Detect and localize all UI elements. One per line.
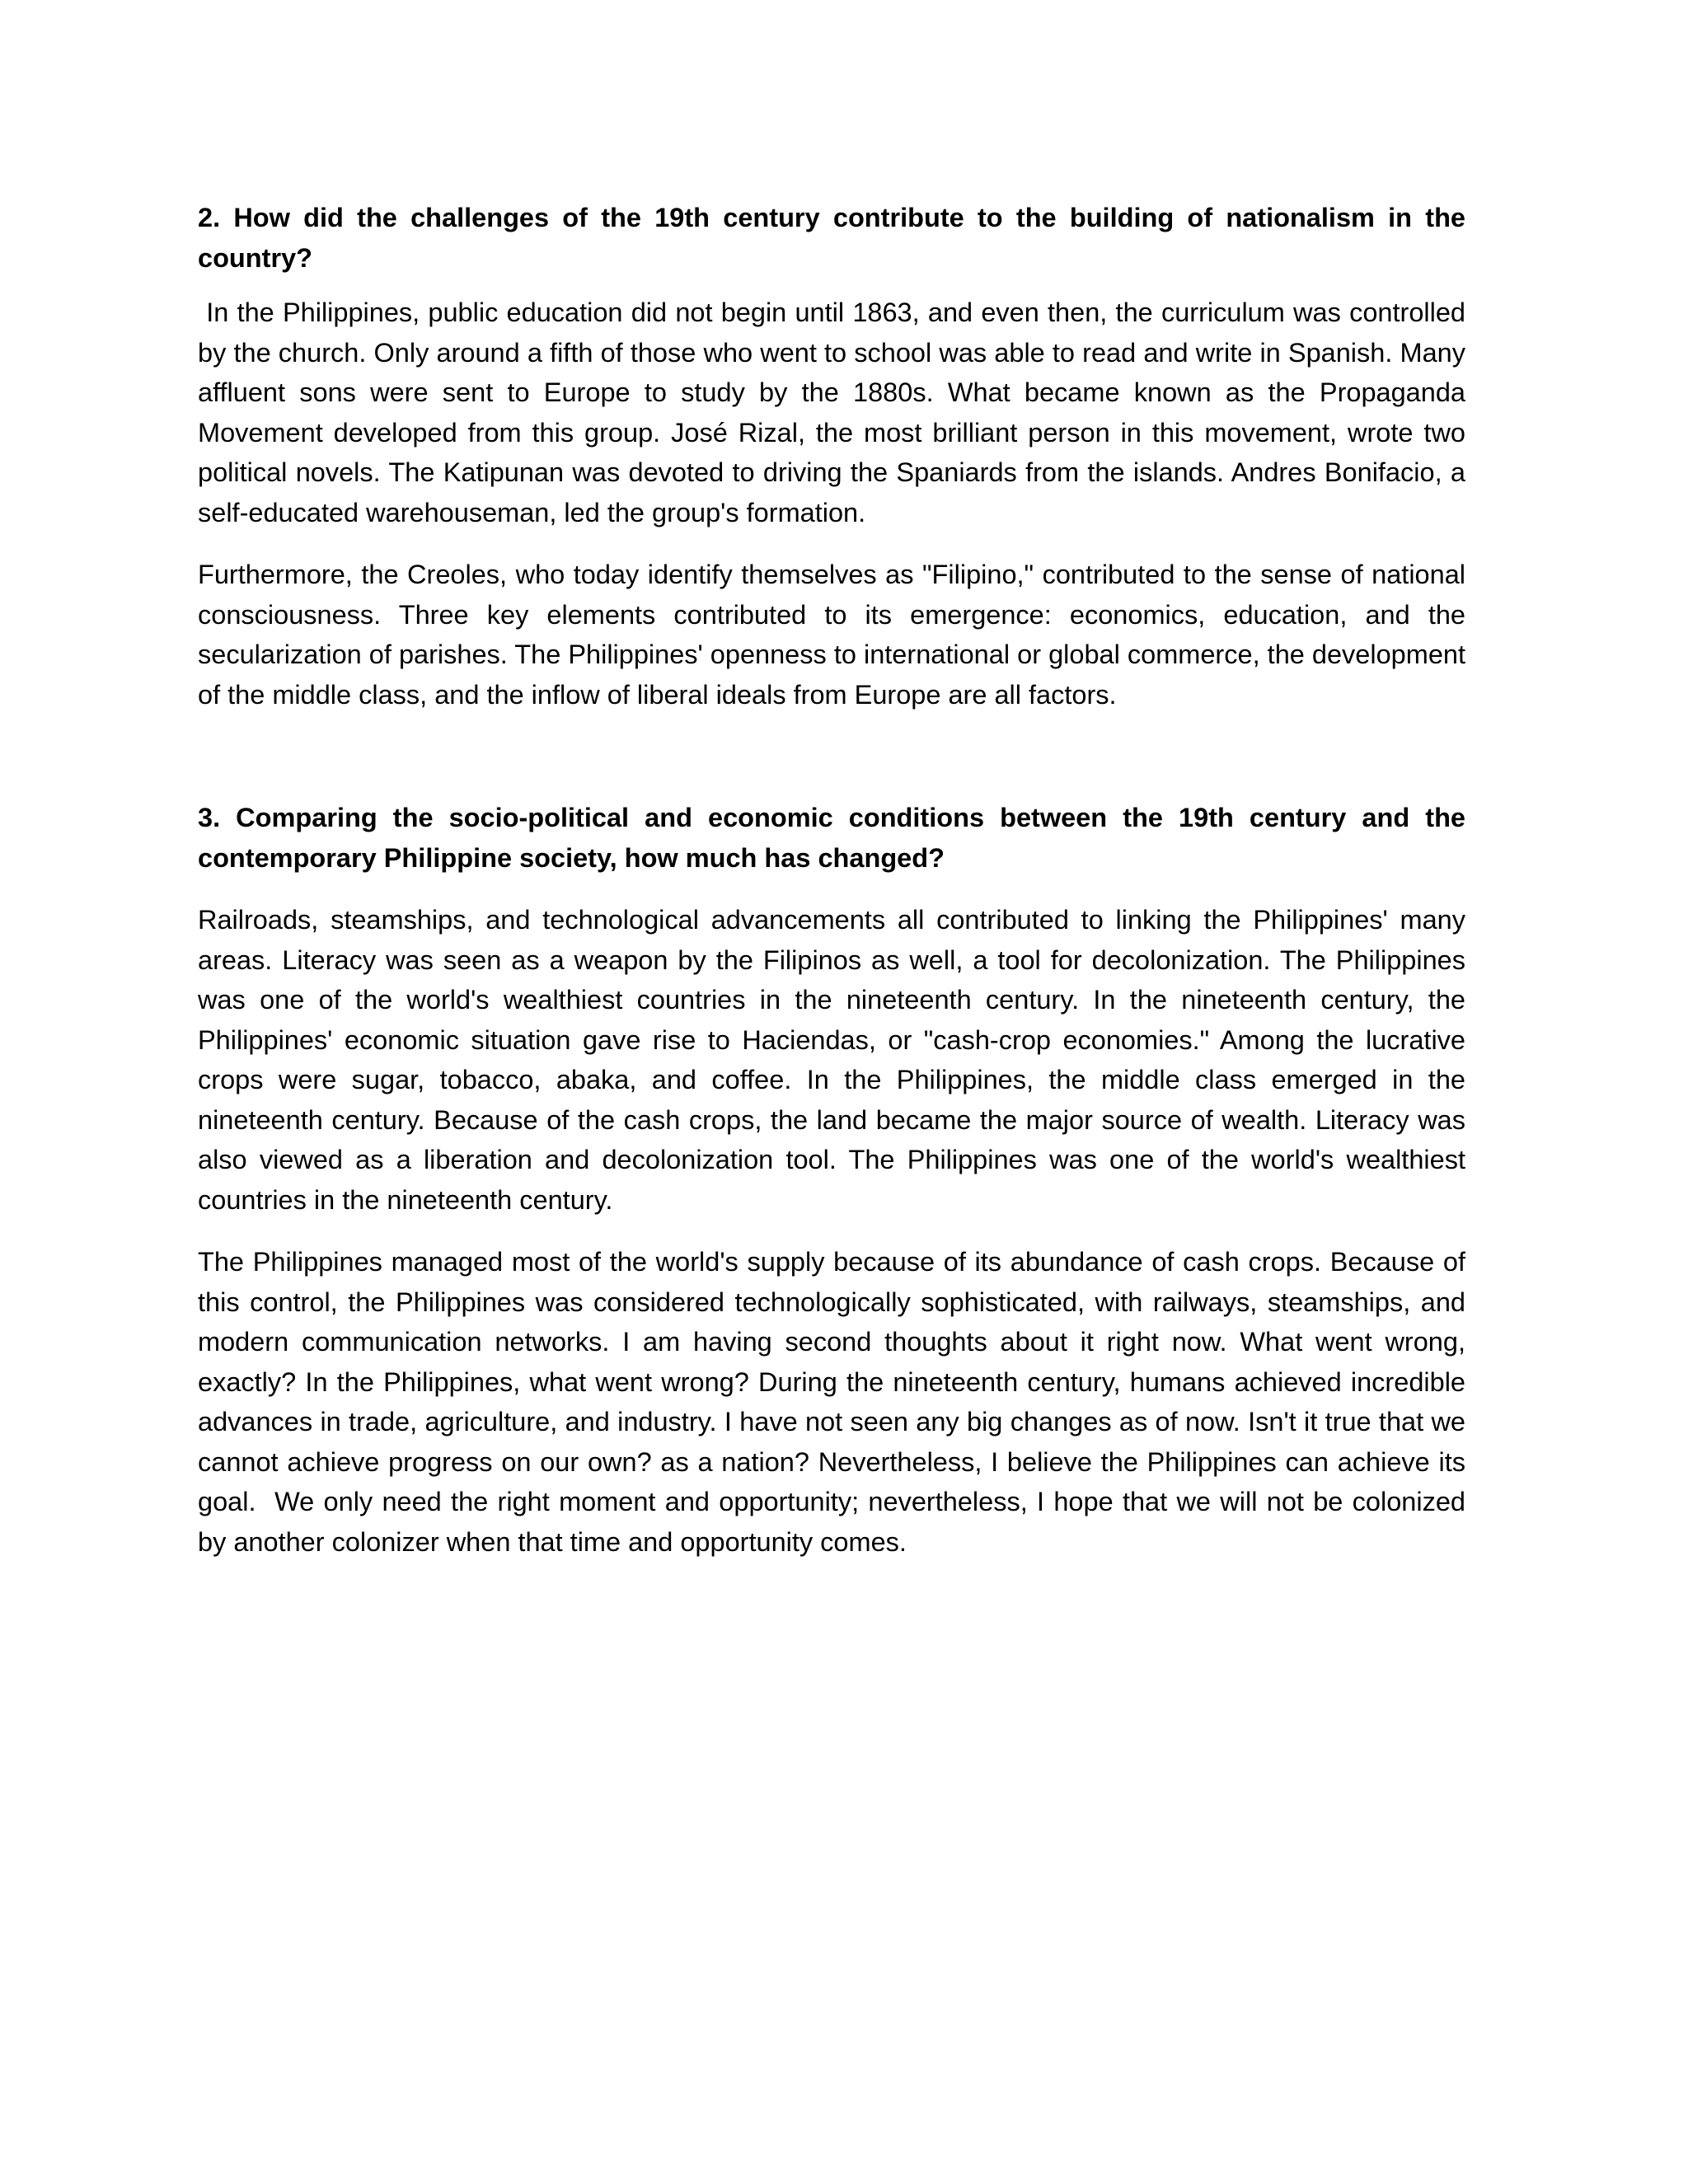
document-body xyxy=(198,198,1474,1562)
answer-2-paragraph-2: Furthermore, the Creoles, who today identify themselves as "Filipino," contributed to the sense of national consciousness. Three key elements contributed to its emergence: economics, education, and the secularization of parishes. The Philippines' openness to international or global commerce, the development of the middle class, and the inflow of liberal ideals from Europe are all factors. xyxy=(198,560,1465,710)
answer-3-paragraph-2: The Philippines managed most of the world's supply because of its abundance of cash crops. Because of this control, the Philippines was considered technologically sophisticated, with railways, steamships, and modern communication networks. I am having second thoughts about it right now. What went wrong, exactly? In the Philippines, what went wrong? During the nineteenth century, humans achieved incredible advances in trade, agriculture, and industry. I have not seen any big changes as of now. Isn't it true that we cannot achieve progress on our own? as a nation? Nevertheless, I believe the Philippines can achieve its goal. We only need the right moment and opportunity; nevertheless, I hope that we will not be colonized by another colonizer when that time and opportunity comes. xyxy=(198,1247,1474,1557)
answer-2-paragraph-1: In the Philippines, public education did not begin until 1863, and even then, the curriculum was controlled by the church. Only around a fifth of those who went to school was able to read and write in Spanish. Many affluent sons were sent to Europe to study by the 1880s. What became known as the Propaganda Movement developed from this group. José Rizal, the most brilliant person in this movement, wrote two political novels. The Katipunan was devoted to driving the Spaniards from the islands. Andres Bonifacio, a self-educated warehouseman, led the group's formation. xyxy=(198,298,1474,527)
question-2-heading: 2. How did the challenges of the 19th century contribute to the building of nationalism in the country? xyxy=(198,203,1465,273)
answer-3-paragraph-1: Railroads, steamships, and technological advancements all contributed to linking the Philippines' many areas. Literacy was seen as a weapon by the Filipinos as well, a tool for decolonization. The Philippines was one of the world's wealthiest countries in the nineteenth century. In the nineteenth century, the Philippines' economic situation gave rise to Haciendas, or "cash-crop economies." Among the lucrative crops were sugar, tobacco, abaka, and coffee. In the Philippines, the middle class emerged in the nineteenth century. Because of the cash crops, the land became the major source of wealth. Literacy was also viewed as a liberation and decolonization tool. The Philippines was one of the world's wealthiest countries in the nineteenth century. xyxy=(198,905,1465,1215)
question-3-heading: 3. Comparing the socio-political and economic conditions between the 19th century and the contemporary Philippine society, how much has changed? xyxy=(198,803,1465,873)
